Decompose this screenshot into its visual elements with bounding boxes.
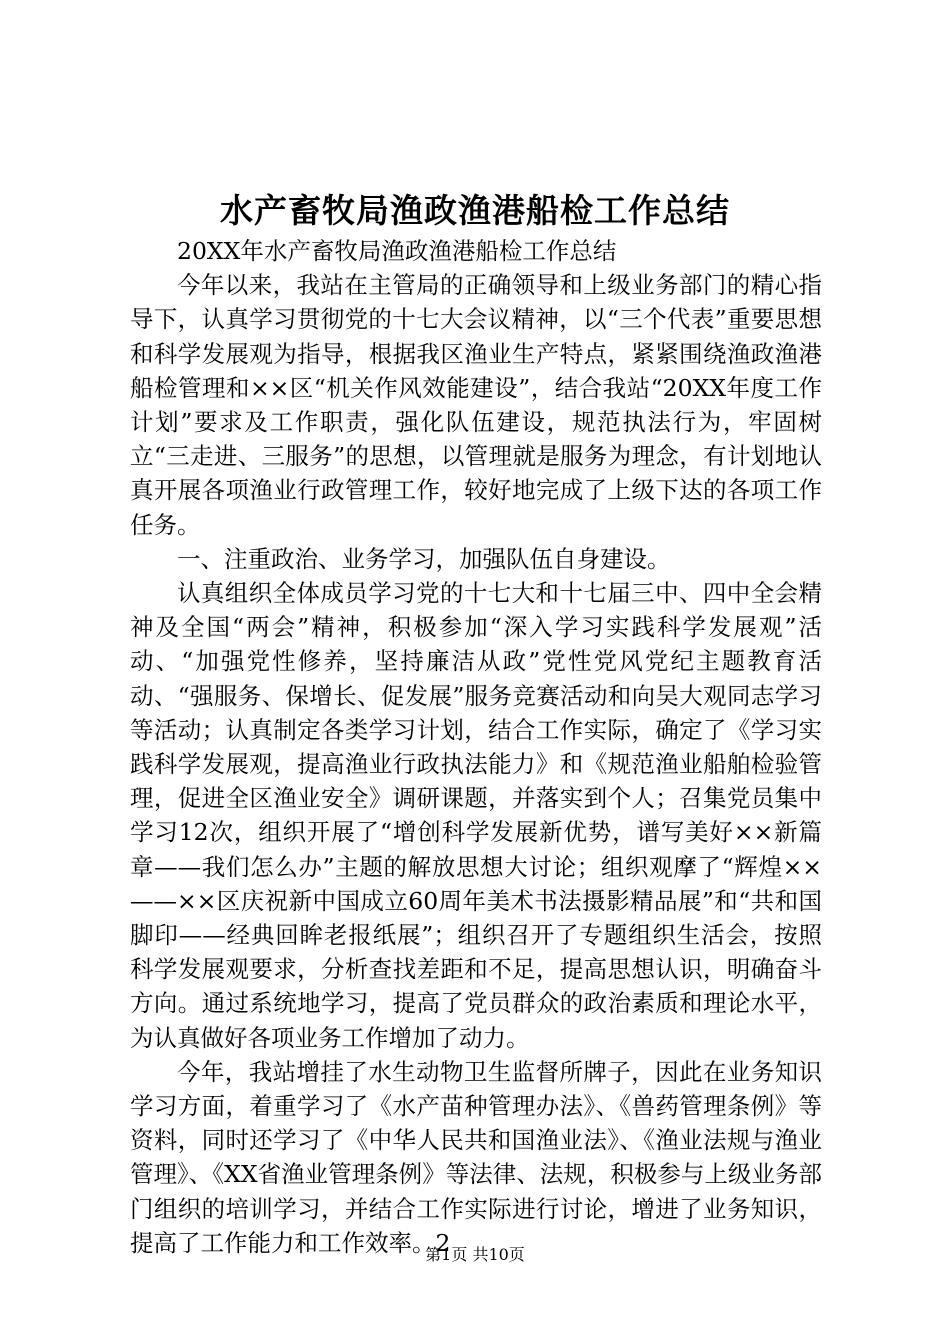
document-subtitle: 20XX年水产畜牧局渔政渔港船检工作总结 — [177, 237, 617, 265]
paragraph-business-study: 今年，我站增挂了水生动物卫生监督所牌子，因此在业务知识学习方面，着重学习了《水产苗种管理办法》、《兽药管理条例》等资料，同时还学习了《中华人民共和国渔业法》、《渔业法规与渔业管理》、《XX省渔业管理条例》等法律、法规，积极参与上级业务部门组织的培训学习，并结合工作实际进行讨论，增进了业务知识，提高了工作能力和工作效率。2 — [130, 1057, 822, 1257]
page-footer: 第1页 共10页 — [425, 1245, 525, 1264]
document-title: 水产畜牧局渔政渔港船检工作总结 — [220, 191, 730, 230]
paragraph-study: 认真组织全体成员学习党的十七大和十七届三中、四中全会精神及全国“两会”精神，积极参加“深入学习实践科学发展观”活动、“加强党性修养，坚持廉洁从政”党性党风党纪主题教育活动、“强服务、保增长、促发展”服务竞赛活动和向吴大观同志学习等活动；认真制定各类学习计划，结合工作实际，确定了《学习实践科学发展观，提高渔业行政执法能力》和《规范渔业船舶检验管理，促进全区渔业安全》调研课题，并落实到个人；召集党员集中学习12次，组织开展了“增创科学发展新优势，谱写美好××新篇章——我们怎么办”主题的解放思想大讨论；组织观摩了“辉煌××——××区庆祝新中国成立60周年美术书法摄影精品展”和“共和国脚印——经典回眸老报纸展”；组织召开了专题组织生活会，按照科学发展观要求，分析查找差距和不足，提高思想认识，明确奋斗方向。通过系统地学习，提高了党员群众的政治素质和理论水平，为认真做好各项业务工作增加了动力。 — [130, 579, 822, 1052]
paragraph-intro: 今年以来，我站在主管局的正确领导和上级业务部门的精心指导下，认真学习贯彻党的十七大会议精神，以“三个代表”重要思想和科学发展观为指导，根据我区渔业生产特点，紧紧围绕渔政渔港船检管理和××区“机关作风效能建设”，结合我站“20XX年度工作计划”要求及工作职责，强化队伍建设，规范执法行为，牢固树立“三走进、三服务”的思想，以管理就是服务为理念，有计划地认真开展各项渔业行政管理工作，较好地完成了上级下达的各项工作任务。 — [130, 271, 822, 539]
document-body — [130, 234, 822, 1260]
section-heading-1: 一、注重政治、业务学习，加强队伍自身建设。 — [177, 544, 671, 573]
